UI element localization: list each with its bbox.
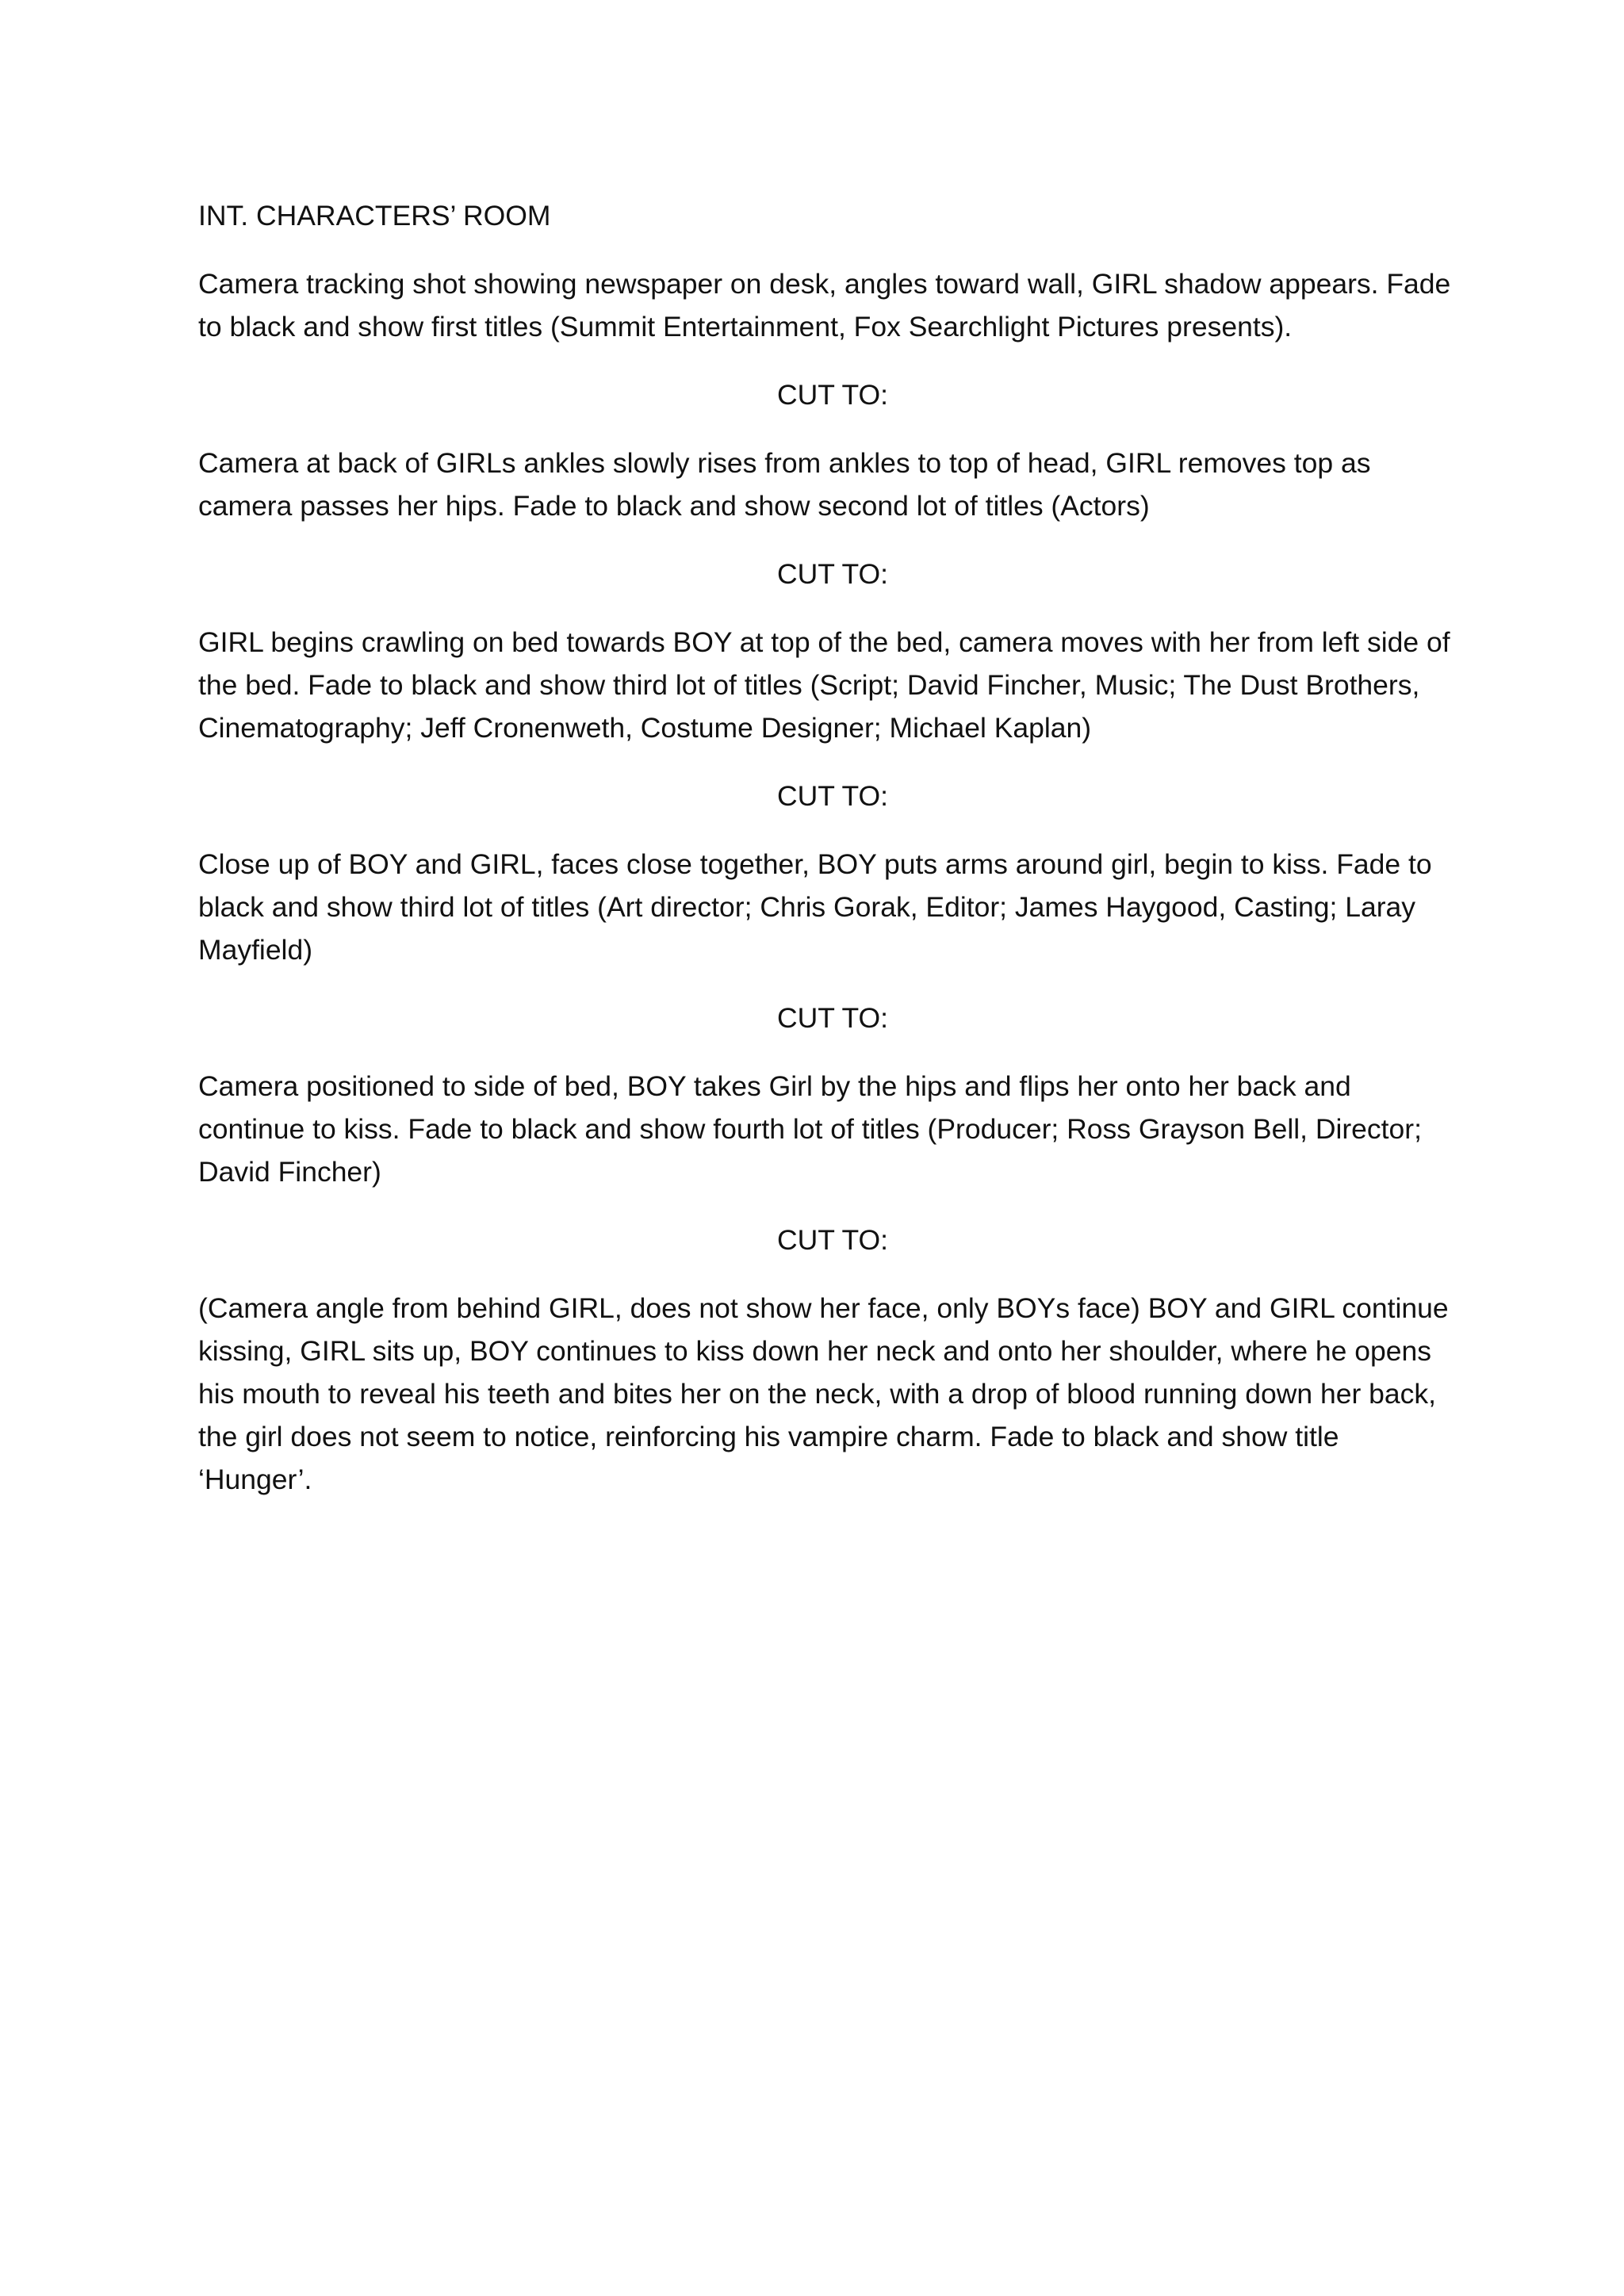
action-paragraph-3: GIRL begins crawling on bed towards BOY at top of the bed, camera moves with her from left side of the bed. Fade to black and show third lot of titles (Script; David Fincher, Music; The Dust Brothers, Cinematography; Jeff Cronenweth, Costume Designer; Michael Kaplan): [198, 626, 1450, 744]
transition-cut-to-3: CUT TO:: [776, 780, 889, 812]
action-paragraph-4: Close up of BOY and GIRL, faces close together, BOY puts arms around girl, begin to kiss. Fade to black and show third lot of titles (Art director; Chris Gorak, Editor; James Haygood, Casting; Laray Mayfield): [198, 848, 1432, 966]
script-content: [198, 194, 1451, 1526]
action-paragraph-2: Camera at back of GIRLs ankles slowly rises from ankles to top of head, GIRL removes top as camera passes her hips. Fade to black and show second lot of titles (Actors): [198, 447, 1371, 522]
transition-cut-to-5: CUT TO:: [776, 1224, 889, 1256]
scene-heading: INT. CHARACTERS’ ROOM: [198, 200, 551, 232]
action-paragraph-6: (Camera angle from behind GIRL, does not show her face, only BOYs face) BOY and GIRL continue kissing, GIRL sits up, BOY continues to kiss down her neck and onto her shoulder, where he opens his mouth to reveal his teeth and bites her on the neck, with a drop of blood running down her back, the girl does not seem to notice, reinforcing his vampire charm. Fade to black and show title ‘Hunger’.: [198, 1292, 1449, 1495]
transition-cut-to-2: CUT TO:: [776, 558, 889, 590]
transition-cut-to-1: CUT TO:: [776, 379, 889, 411]
action-paragraph-1: Camera tracking shot showing newspaper on desk, angles toward wall, GIRL shadow appears. Fade to black and show first titles (Summit Entertainment, Fox Searchlight Pictures presents).: [198, 268, 1451, 342]
transition-cut-to-4: CUT TO:: [776, 1002, 889, 1034]
action-paragraph-5: Camera positioned to side of bed, BOY takes Girl by the hips and flips her onto her back and continue to kiss. Fade to black and show fourth lot of titles (Producer; Ross Grayson Bell, Director; David Fincher): [198, 1070, 1422, 1188]
